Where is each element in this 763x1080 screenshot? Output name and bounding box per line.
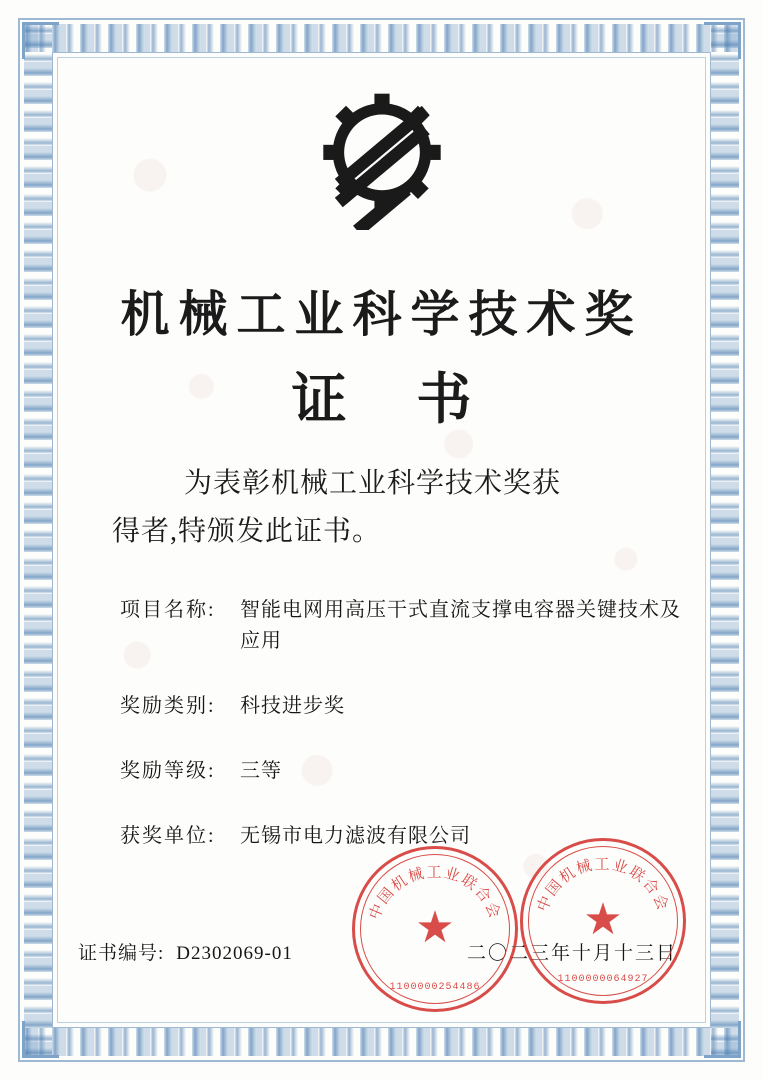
china-machinery-industry-seal	[520, 838, 686, 1004]
field-value-awarded-organization: 无锡市电力滤波有限公司	[240, 825, 471, 847]
star-icon: ★	[415, 903, 455, 953]
field-row-project-name	[120, 595, 683, 657]
border-corner-bottom-right	[704, 1021, 741, 1058]
certificate-number	[78, 938, 293, 965]
field-label-project-name: 项目名称:	[120, 599, 216, 621]
field-row-award-level	[120, 756, 683, 787]
border-corner-top-right	[704, 22, 741, 59]
field-value-project-name: 智能电网用高压干式直流支撑电容器关键技术及应用	[240, 599, 681, 652]
seal-arc-label: 中国机械工业联合会	[367, 865, 503, 923]
field-label-award-level: 奖励等级:	[120, 760, 216, 782]
citation-text	[112, 460, 667, 556]
china-machinery-industry-federation-seal	[352, 846, 518, 1012]
seal-code: 1100000254486	[389, 982, 481, 993]
certificate-number-value: D2302069-01	[176, 943, 293, 964]
star-icon: ★	[583, 895, 623, 945]
seal-code: 1100000064927	[557, 974, 649, 985]
field-label-award-category: 奖励类别:	[120, 695, 216, 717]
emblem-container	[0, 88, 763, 230]
seal-arc-label: 中国机械工业联合会	[535, 857, 671, 915]
certificate-title: 机械工业科学技术奖	[120, 287, 643, 342]
certificate-number-label: 证书编号:	[78, 943, 165, 964]
border-corner-bottom-left	[22, 1021, 59, 1058]
citation-line-1: 为表彰机械工业科学技术奖获	[184, 468, 562, 499]
border-corner-top-left	[22, 22, 59, 59]
field-value-award-level: 三等	[240, 760, 282, 782]
citation-line-2: 得者,特颁发此证书。	[112, 516, 382, 547]
field-row-award-category	[120, 691, 683, 722]
certificate-subtitle: 证 书	[291, 369, 500, 430]
gear-emblem-icon	[306, 88, 458, 230]
certificate-date: 二〇二三年十月十三日	[466, 943, 677, 964]
field-value-award-category: 科技进步奖	[240, 695, 345, 717]
field-label-awarded-organization: 获奖单位:	[120, 825, 216, 847]
